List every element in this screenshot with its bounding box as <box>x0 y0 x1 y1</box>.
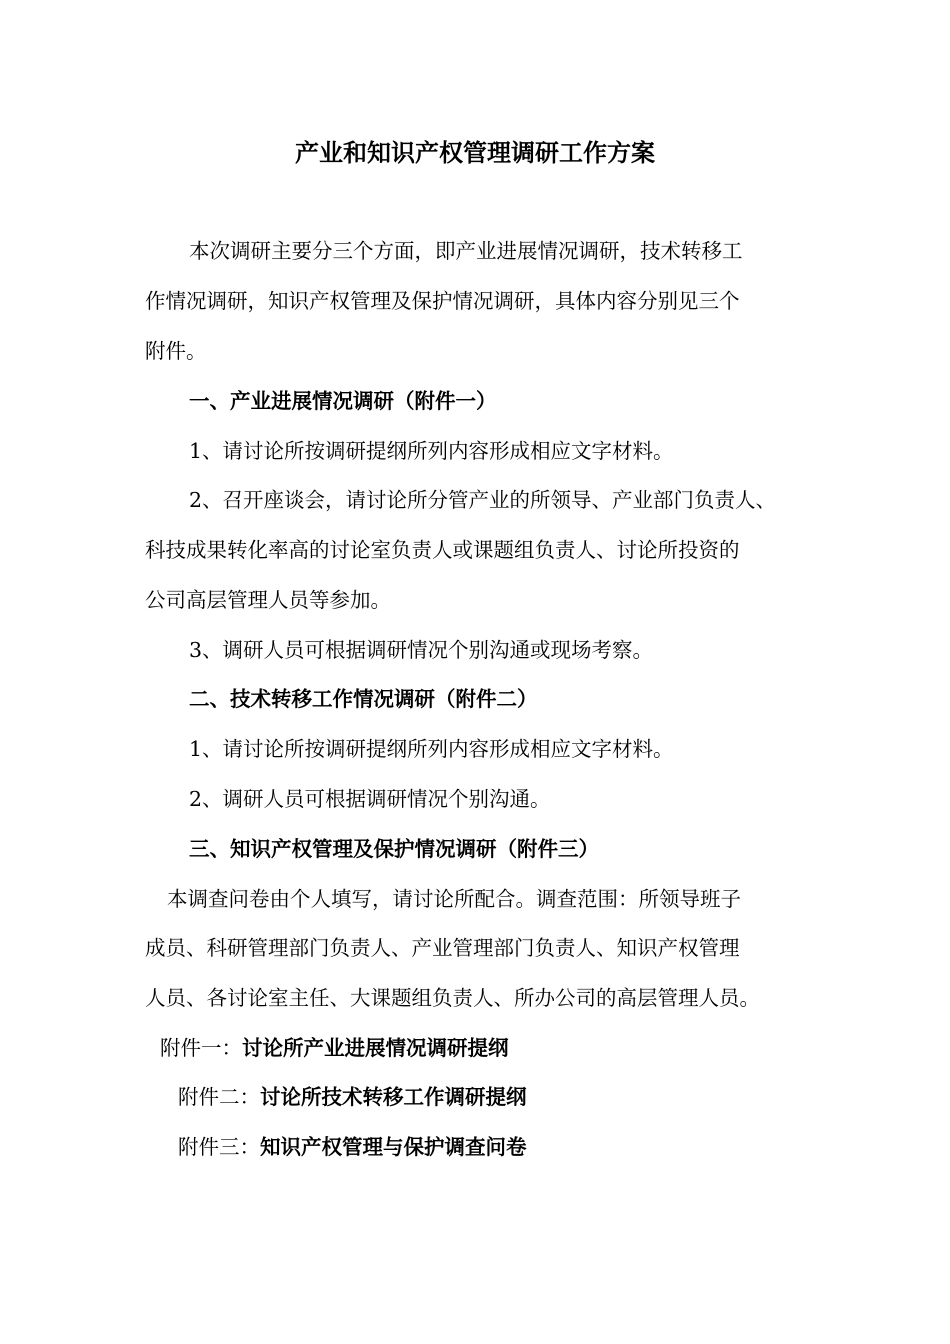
section-1-line: 1、请讨论所按调研提纲所列内容形成相应文字材料。 <box>189 439 674 463</box>
attachment-name: 讨论所产业进展情况调研提纲 <box>242 1036 509 1060</box>
attachment-prefix: 附件三： <box>178 1135 260 1159</box>
intro-line: 本次调研主要分三个方面，即产业进展情况调研，技术转移工 <box>189 239 743 263</box>
section-2-line: 1、请讨论所按调研提纲所列内容形成相应文字材料。 <box>189 737 674 761</box>
section-3-line: 人员、各讨论室主任、大课题组负责人、所办公司的高层管理人员。 <box>145 986 760 1010</box>
section-heading-2: 二、技术转移工作情况调研（附件二） <box>189 687 538 711</box>
section-1-line: 3、调研人员可根据调研情况个别沟通或现场考察。 <box>189 638 654 662</box>
attachment-prefix: 附件一： <box>160 1036 242 1060</box>
attachment-item <box>178 1132 527 1162</box>
attachment-prefix: 附件二： <box>178 1085 260 1109</box>
section-1-line: 科技成果转化率高的讨论室负责人或课题组负责人、讨论所投资的 <box>145 538 740 562</box>
intro-line: 作情况调研，知识产权管理及保护情况调研，具体内容分别见三个 <box>145 289 740 313</box>
attachment-name: 讨论所技术转移工作调研提纲 <box>260 1085 527 1109</box>
attachment-item <box>178 1082 527 1112</box>
section-1-line: 公司高层管理人员等参加。 <box>145 588 391 612</box>
attachment-item <box>160 1033 509 1063</box>
section-2-line: 2、调研人员可根据调研情况个别沟通。 <box>189 787 551 811</box>
intro-line: 附件。 <box>145 339 207 363</box>
document-title: 产业和知识产权管理调研工作方案 <box>295 139 655 167</box>
section-3-line: 成员、科研管理部门负责人、产业管理部门负责人、知识产权管理 <box>145 936 740 960</box>
section-1-line: 2、召开座谈会，请讨论所分管产业的所领导、产业部门负责人、 <box>189 488 777 512</box>
attachment-name: 知识产权管理与保护调查问卷 <box>260 1135 527 1159</box>
section-3-line: 本调查问卷由个人填写，请讨论所配合。调查范围：所领导班子 <box>167 887 741 911</box>
section-heading-1: 一、产业进展情况调研（附件一） <box>189 389 497 413</box>
section-heading-3: 三、知识产权管理及保护情况调研（附件三） <box>189 837 599 861</box>
